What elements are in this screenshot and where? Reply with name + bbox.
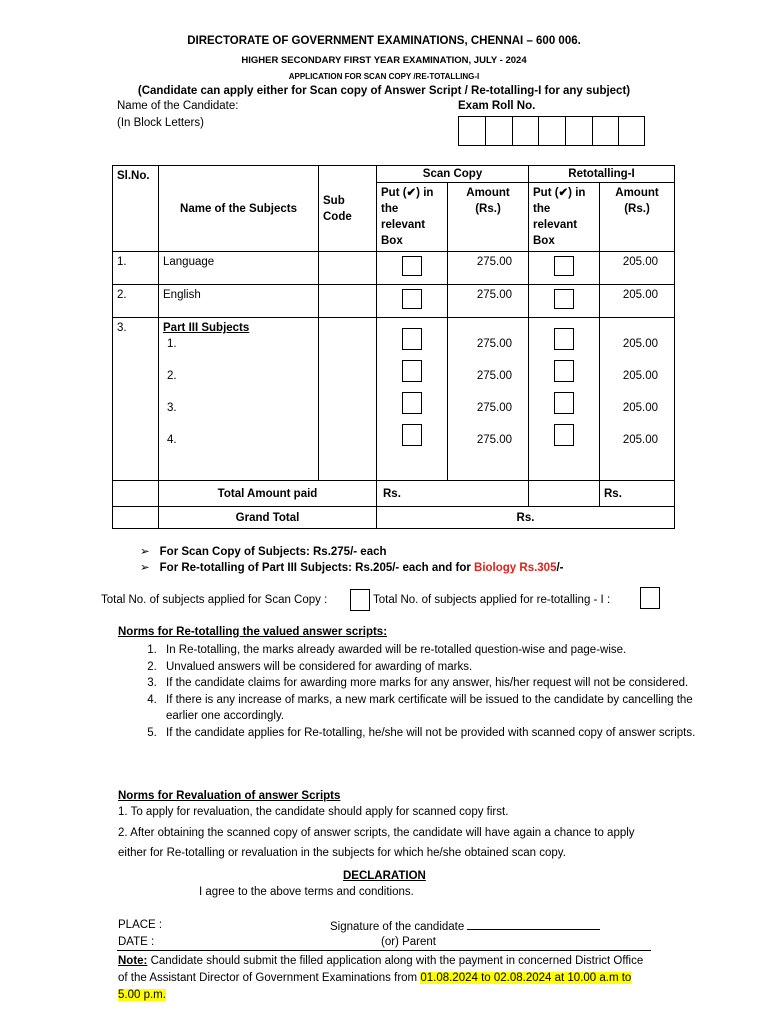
scan-checkbox[interactable] [402,424,422,446]
roll-digit-box[interactable] [618,116,645,146]
subcode-header: Sub Code [319,166,377,252]
scan-amount: 275.00 [476,402,512,414]
retotal-checkbox[interactable] [554,289,574,309]
row-subcode[interactable] [319,285,377,318]
date-label: DATE : [118,936,155,948]
scan-total-rs[interactable]: Rs. [377,481,529,507]
scan-checkbox[interactable] [402,256,422,276]
reval-norms-title: Norms for Revaluation of answer Scripts [118,790,341,802]
row-subject: English [159,285,319,318]
scan-checkbox[interactable] [402,289,422,309]
total-scan-box[interactable] [350,589,370,611]
candidate-name-label: Name of the Candidate: [117,100,239,112]
retotal-norms-title: Norms for Re-totalling the valued answer scripts: [118,626,388,638]
part3-item-num: 3. [167,402,177,414]
row-subject: Language [159,252,319,285]
declaration-text: I agree to the above terms and conditions. [199,886,414,898]
part3-item-num: 2. [167,370,177,382]
roll-digit-box[interactable] [512,116,539,146]
scan-amount: 275.00 [476,338,512,350]
roll-digit-box[interactable] [485,116,513,146]
row-subcode[interactable] [319,252,377,285]
header-title: DIRECTORATE OF GOVERNMENT EXAMINATIONS, CHENNAI – 600 006. [187,35,581,47]
total-retotal-box[interactable] [640,587,660,609]
total-amount-label: Total Amount paid [159,481,377,507]
total-scan-label: Total No. of subjects applied for Scan Copy : [101,594,328,606]
retotal-checkbox[interactable] [554,424,574,446]
table-row-part3 [113,318,675,481]
list-item: 1. In Re-totalling, the marks already awarded will be re-totalled question-wise and page-wise. [160,642,700,659]
row-subcode[interactable] [319,318,377,481]
roll-digit-box[interactable] [538,116,566,146]
retotal-checkbox[interactable] [554,256,574,276]
part3-item-num: 1. [167,338,177,350]
retotal-amount: 205.00 [622,434,659,446]
signature-line[interactable]: Signature of the candidate [330,919,600,933]
retotal-amount: 205.00 [600,285,675,318]
note-divider [117,950,651,951]
scan-checkbox[interactable] [402,392,422,414]
total-row [113,481,675,507]
roll-digit-box[interactable] [565,116,593,146]
retotal-amount: 205.00 [622,402,659,414]
list-item: 5. If the candidate applies for Re-totalling, he/she will not be provided with scanned copy of answer scripts. [160,725,700,742]
header-application: APPLICATION FOR SCAN COPY /RE-TOTALLING-I [288,72,480,81]
ret-put-header: Put (✔) in the relevant Box [529,183,600,252]
list-item: 3. If the candidate claims for awarding more marks for any answer, his/her request will not be considered. [160,675,700,692]
retotal-checkbox[interactable] [554,328,574,350]
exam-roll-label: Exam Roll No. [458,100,536,112]
fee-biology: Biology Rs.305 [474,562,557,574]
roll-digit-box[interactable] [458,116,486,146]
slno-header: Sl.No. [113,166,159,252]
grand-total-rs[interactable]: Rs. [377,507,675,529]
scan-amount: 275.00 [448,252,529,285]
subjects-table [112,165,675,529]
retotal-norms-list [118,642,700,741]
fee-scan-copy: ➢ For Scan Copy of Subjects: Rs.275/- each [140,544,564,560]
scan-amount: 275.00 [476,370,512,382]
reval-norm-1: 1. To apply for revaluation, the candidate should apply for scanned copy first. [118,806,509,818]
fee-list [140,544,564,576]
ret-amount-header: Amount (Rs.) [600,183,675,252]
scan-amount: 275.00 [448,285,529,318]
list-item: 2. Unvalued answers will be considered for awarding of marks. [160,659,700,676]
submission-dates: 01.08.2024 to 02.08.2024 at 10.00 a.m to 5.00 p.m. [118,972,632,1001]
row-slno: 2. [113,285,159,318]
declaration-title: DECLARATION [343,870,426,882]
scan-put-header: Put (✔) in the relevant Box [377,183,448,252]
scan-checkbox[interactable] [402,328,422,350]
scan-amount-header: Amount (Rs.) [448,183,529,252]
total-retotal-label: Total No. of subjects applied for re-totalling - I : [373,594,611,606]
block-letters-note: (In Block Letters) [117,117,204,129]
fee-retotalling: ➢ For Re-totalling of Part III Subjects: Rs.205/- each and for Biology Rs.305/- [140,560,564,576]
retotal-amount: 205.00 [622,370,659,382]
retotal-amount: 205.00 [600,252,675,285]
grand-total-row [113,507,675,529]
retotal-checkbox[interactable] [554,360,574,382]
reval-norm-2: 2. After obtaining the scanned copy of answer scripts, the candidate will have again a chance to apply either for Re-totalling or revaluation in the subjects for which he/she obtained scan copy. [118,827,635,859]
scan-checkbox[interactable] [402,360,422,382]
part3-item-num: 4. [167,434,177,446]
table-row [113,252,675,285]
table-row [113,285,675,318]
scan-amount: 275.00 [476,434,512,446]
retotal-total-rs[interactable]: Rs. [600,481,675,507]
submission-note: Note: Candidate should submit the filled application along with the payment in concerned District Office of the Assistant Director of Government Examinations from 01.08.2024 to 02.08.2024 at 10.00 a.m to 5.00 p.m. [118,955,644,1001]
retotalling-header: Retotalling-I [529,166,675,183]
retotal-amount: 205.00 [622,338,659,350]
part3-title: Part III Subjects [163,322,250,334]
header-exam: HIGHER SECONDARY FIRST YEAR EXAMINATION, JULY - 2024 [241,55,527,66]
grand-total-label: Grand Total [159,507,377,529]
header-instruction: (Candidate can apply either for Scan copy of Answer Script / Re-totalling-I for any subject) [137,85,631,97]
row-slno: 1. [113,252,159,285]
row-slno: 3. [113,318,159,481]
parent-label: (or) Parent [381,936,436,948]
list-item: 4. If there is any increase of marks, a new mark certificate will be issued to the candidate by cancelling the earlier one accordingly. [160,692,700,725]
retotal-checkbox[interactable] [554,392,574,414]
scan-copy-header: Scan Copy [377,166,529,183]
place-label: PLACE : [118,919,163,931]
signature-field[interactable] [467,919,600,930]
roll-digit-box[interactable] [592,116,619,146]
subjects-header: Name of the Subjects [159,166,319,252]
